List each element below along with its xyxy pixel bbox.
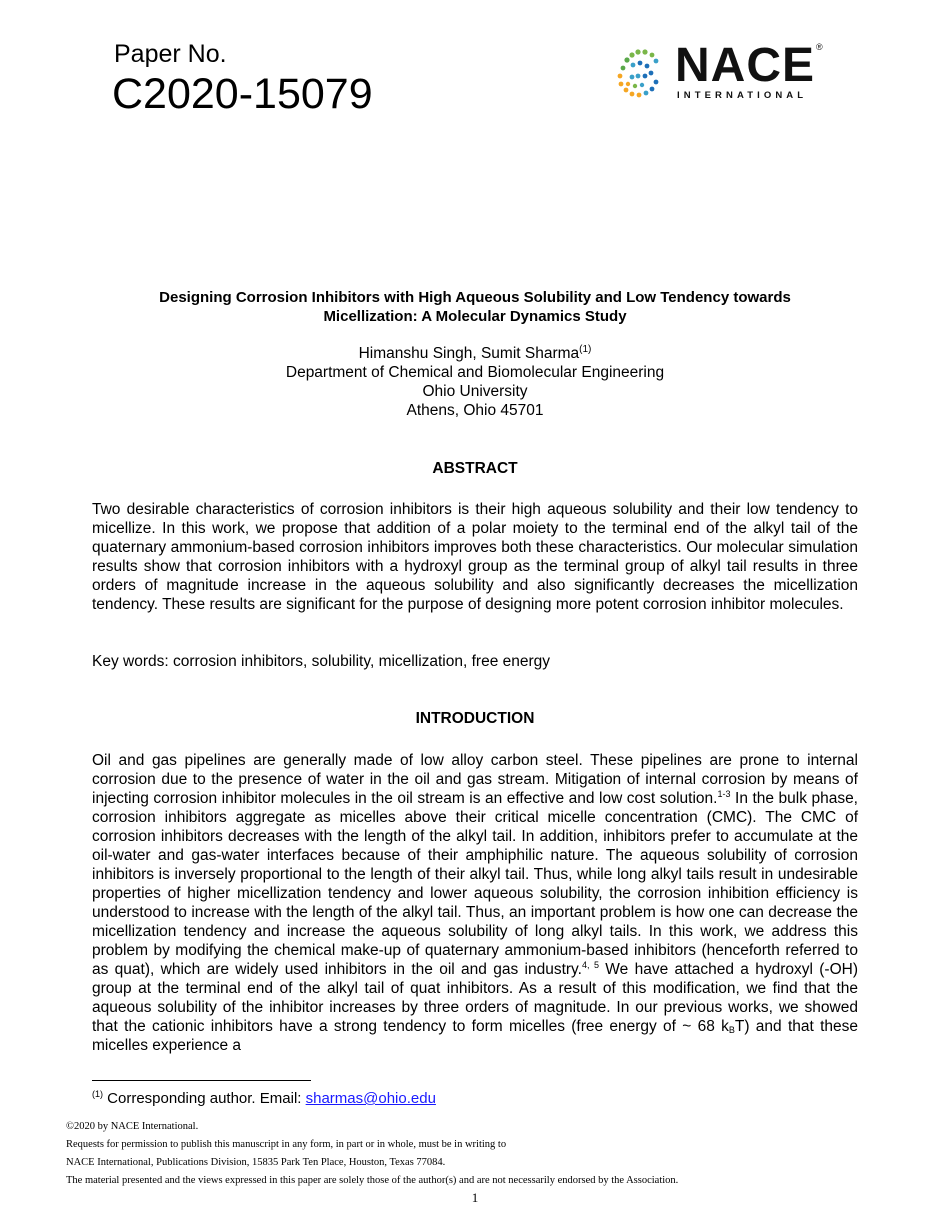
- introduction-paragraph: Oil and gas pipelines are generally made of low alloy carbon steel. These pipelines are prone to internal corrosion due to the presence of water in the oil and gas stream. Mitigation of internal corrosion by means of injecting corrosion inhibitor molecules in the oil stream is an effective and low cost solution.$^{1-3}$ In the bulk phase, corrosion inhibitors aggregate as micelles above their critical micelle concentration (CMC). The CMC of corrosion inhibitors decreases with the length of the alkyl tail. In addition, inhibitors prefer to accumulate at the oil-water and gas-water interfaces because of their amphiphilic nature. The aqueous solubility of corrosion inhibitors is inversely proportional to the length of their alkyl tail. Thus, while long alkyl tails result in undesirable properties of higher micellization tendency and lower aqueous solubility, the corrosion inhibition efficiency is understood to increase with the length of the alkyl tail. Thus, an important problem is how one can decrease the micellization tendency and increase the aqueous solubility of long alkyl tails. In this work, we address this problem by modifying the chemical make-up of quaternary ammonium-based inhibitors (henceforth referred to as quat), which are widely used inhibitors in the oil and gas industry.$^{4, 5}$ We have attached a hydroxyl (-OH) group at the terminal end of the alkyl tail of quat inhibitors. As a result of this modification, we find that the aqueous solubility of the inhibitor increases by three orders of magnitude. In our previous works, we showed that the cationic inhibitors have a strong tendency to form micelles (free energy of ~ 68 $k_BT$) and that these micelles experience a: [92, 752, 858, 1054]
- author-names: Himanshu Singh, Sumit Sharma$^{(1)}$: [358, 344, 592, 362]
- footnote: $^{(1)}$ Corresponding author. Email: sharmas@ohio.edu: [92, 1089, 436, 1107]
- copyright-line: ©2020 by NACE International.: [66, 1121, 199, 1132]
- disclaimer-line: The material presented and the views expressed in this paper are solely those of the author(s) and are not necessarily endorsed by the Association.: [66, 1175, 679, 1186]
- abstract-body: [92, 500, 858, 614]
- abstract-heading: ABSTRACT: [432, 460, 518, 477]
- page-number: 1: [471, 1190, 479, 1205]
- author-footnote-mark: (1): [579, 344, 592, 355]
- abstract-text: Two desirable characteristics of corrosion inhibitors is their high aqueous solubility and their low tendency to micellize. In this work, we propose that addition of a polar moiety to the terminal end of the alkyl tail of the quaternary ammonium-based corrosion inhibitors improves both these characteristics. Our molecular simulation results show that corrosion inhibitors with a hydroxyl group as the terminal group of alkyl tail results in three orders of magnitude increase in the aqueous solubility and also significantly decreases the micellization tendency. These results are significant for the purpose of designing more potent corrosion inhibitor molecules.: [92, 501, 858, 613]
- keywords: [92, 652, 858, 671]
- nace-logo-registered: ®: [816, 42, 823, 52]
- introduction-body: [92, 751, 858, 1055]
- copyright-block: [66, 1118, 678, 1190]
- boltzmann-subscript: B: [728, 1025, 735, 1035]
- introduction-heading: INTRODUCTION: [415, 710, 535, 727]
- email-link[interactable]: sharmas@ohio.edu: [305, 1090, 436, 1107]
- address-line: NACE International, Publications Division, 15835 Park Ten Place, Houston, Texas 77084.: [66, 1157, 446, 1168]
- paper-title-line-1: Designing Corrosion Inhibitors with High Aqueous Solubility and Low Tendency towards: [159, 289, 791, 306]
- nace-logo-subtitle: INTERNATIONAL: [677, 90, 808, 101]
- paper-number: C2020-15079: [112, 70, 373, 118]
- keywords-text: Key words: corrosion inhibitors, solubility, micellization, free energy: [92, 653, 551, 670]
- citation-ref: 4, 5: [581, 960, 599, 970]
- footnote-mark: (1): [92, 1089, 103, 1099]
- footnote-divider: [92, 1080, 311, 1081]
- author-university: Ohio University: [422, 383, 528, 400]
- paper-title: [92, 288, 858, 326]
- author-department: Department of Chemical and Biomolecular Engineering: [285, 364, 665, 381]
- author-city: Athens, Ohio 45701: [406, 402, 544, 419]
- nace-logo: [611, 39, 831, 106]
- permissions-line: Requests for permission to publish this manuscript in any form, in part or in whole, must be in writing to: [66, 1139, 507, 1150]
- nace-logo-mark-icon: [611, 46, 671, 104]
- author-block: [92, 344, 858, 420]
- nace-logo-word: NACE: [675, 39, 816, 92]
- paper-label: Paper No.: [114, 40, 227, 68]
- paper-title-line-2: Micellization: A Molecular Dynamics Study: [323, 308, 627, 325]
- citation-ref: 1-3: [717, 789, 731, 799]
